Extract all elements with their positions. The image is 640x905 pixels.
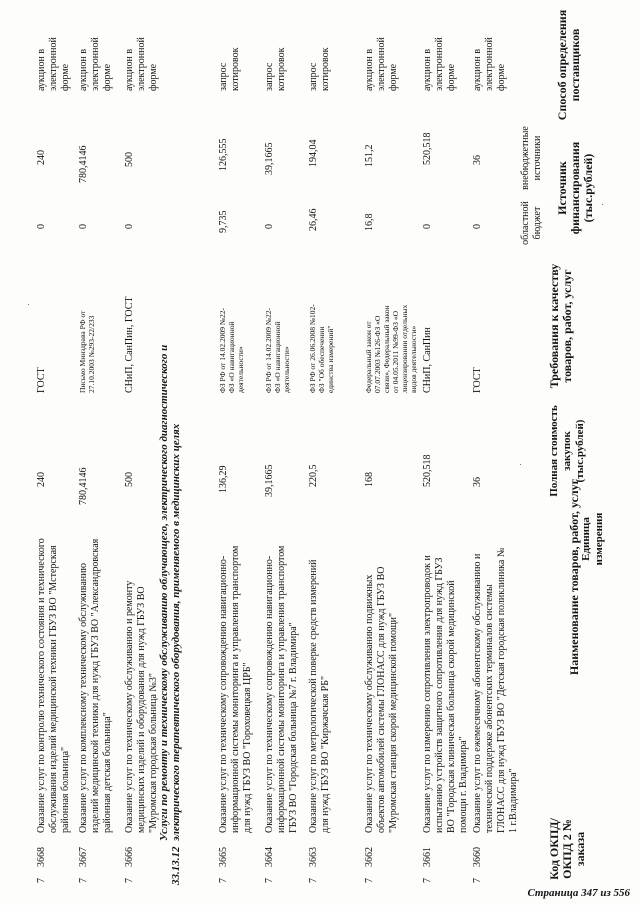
row-method: запрос котировок [264, 47, 287, 91]
row-name: Оказание услуг по техническому сопровождению навигационно-информационной системы мониторинга и управления транспортом ГБУЗ ВО "Городская больница №7 г. Владимира" [264, 545, 299, 833]
row-extra: 194,04 [308, 139, 319, 167]
row-regional: 0 [264, 224, 275, 229]
row-code: 7 [36, 878, 47, 883]
row-name: Оказание услуг по техническому обслуживанию подвижных объектов автомобилей системы ГЛОНАСС для нужд ГБУЗ ВО "Муромская станция скорой медицинской помощи" [364, 566, 399, 833]
row-requirements: ФЗ РФ от 26.06.2008 №102-ФЗ "Об обеспечении единства измерений" [308, 304, 335, 393]
row-extra: 151,2 [364, 144, 375, 167]
row-full-cost: 136,29 [218, 465, 229, 493]
row-requirements: ГОСТ [472, 367, 483, 393]
header-requirements: Требования к качеству товаров, работ, услуг [547, 263, 574, 389]
row-method: аукцион в электронной форме [124, 37, 159, 91]
row-code: 7 [472, 878, 483, 883]
row-extra: 39,1665 [264, 142, 275, 175]
header-code: Код ОКПД/ ОКПД 2 № заказа [547, 818, 587, 880]
section-code: 33.13.12 [170, 846, 182, 885]
row-code: 7 [422, 878, 433, 883]
page-footer: Страница 347 из 556 [527, 887, 630, 899]
row-requirements: ФЗ РФ от 14.02.2009 №22-ФЗ «О навигационной деятельности» [264, 308, 291, 393]
header-funding-extra: внебюджетные источники [520, 126, 543, 190]
row-code: 7 [308, 878, 319, 883]
row-name: Оказание услуг по комплексному техническому обслуживанию изделий медицинской техники для нужд ГБУЗ ВО "Александровская районная детская больница" [78, 538, 113, 833]
row-code: 7 [124, 878, 135, 883]
header-funding-regional: областной бюджет [520, 201, 543, 245]
row-method: аукцион в электронной форме [364, 37, 399, 91]
row-regional: 0 [422, 224, 433, 229]
row-extra: 780,4146 [78, 145, 89, 183]
row-method: аукцион в электронной форме [472, 37, 507, 91]
row-full-cost: 500 [124, 472, 135, 487]
row-full-cost: 220,5 [308, 464, 319, 487]
header-unit: Единица измерения [580, 512, 605, 566]
scan-speck [602, 204, 603, 205]
row-name: Оказание услуг по измерению сопротивления электропроводок и испытанию устройств защитного сопротивления для нужд ГБУЗ ВО "Городская клиническая больница скорой медицинской помощи г. Владимира" [422, 555, 469, 833]
row-method: аукцион в электронной форме [36, 37, 71, 91]
row-number: 3663 [308, 847, 319, 867]
row-extra: 500 [124, 152, 135, 167]
row-regional: 0 [36, 224, 47, 229]
row-full-cost: 36 [472, 477, 483, 487]
row-method: запрос котировок [218, 47, 241, 91]
row-regional: 26,46 [308, 208, 319, 231]
row-requirements: СНиП, СанПин [422, 327, 433, 393]
row-number: 3667 [78, 847, 89, 867]
row-requirements: ФЗ РФ от 14.02.2009 №22-ФЗ «О навигационной деятельности» [218, 308, 245, 393]
row-extra: 36 [472, 155, 483, 165]
section-title: Услуги по ремонту и техническому обслуживанию облучающего, электрического диагностического и электрического терапевтического оборудования, применяемого в медицинских целях [158, 344, 182, 841]
row-number: 3664 [264, 847, 275, 867]
row-code: 7 [218, 878, 229, 883]
row-number: 3660 [472, 847, 483, 867]
scan-speck [28, 304, 29, 305]
row-full-cost: 520,518 [422, 454, 433, 487]
row-extra: 520,518 [422, 132, 433, 165]
row-code: 7 [364, 878, 375, 883]
row-name: Оказание услуг по техническому сопровождению навигационно-информационной системы мониторинга и управления транспортом для нужд ГБУЗ ВО "Гороховецкая ЦРБ" [218, 545, 253, 833]
row-extra: 240 [36, 150, 47, 165]
row-requirements: ГОСТ [36, 367, 47, 393]
row-requirements: СНиП, СанПин, ГОСТ [124, 296, 135, 393]
row-full-cost: 780,4146 [78, 467, 89, 505]
header-method: Способ определения поставщиков [555, 9, 582, 121]
row-method: запрос котировок [308, 47, 331, 91]
row-number: 3665 [218, 847, 229, 867]
row-regional: 9,735 [218, 210, 229, 233]
row-full-cost: 39,1665 [264, 464, 275, 497]
row-name: Оказание услуг по контролю технического состояния и технического обслуживания изделий медицинской техники ГБУЗ ВО "Мстерская районная больница" [36, 538, 71, 833]
row-full-cost: 168 [364, 472, 375, 487]
row-number: 3666 [124, 847, 135, 867]
row-regional: 0 [472, 224, 483, 229]
header-funding-source: Источник финансирования (тыс.рублей) [555, 141, 595, 235]
row-name: Оказание услуг по метрологической поверке средств измерений для нужд ГБУЗ ВО "Киржачская РБ" [308, 559, 331, 833]
scan-speck [520, 464, 521, 465]
row-full-cost: 240 [36, 472, 47, 487]
row-name: Оказание услуг по ежемесячному абонентскому обслуживанию и технической поддержке абонентских терминалов системы ГЛОНАСС для нужд ГБУЗ ВО "Детская городская поликлиника № 1 г.Владимира" [472, 547, 519, 833]
row-number: 3668 [36, 847, 47, 867]
row-regional: 0 [124, 224, 135, 229]
row-regional: 16,8 [364, 213, 375, 231]
header-full-cost: Полная стоимость закупок (тыс.рублей) [548, 405, 586, 497]
row-requirements: Письмо Минздрава РФ от 27.10.2003 №293-22/233 [78, 310, 96, 393]
row-number: 3661 [422, 847, 433, 867]
row-method: аукцион в электронной форме [422, 37, 457, 91]
row-code: 7 [264, 878, 275, 883]
row-method: аукцион в электронной форме [78, 37, 113, 91]
header-name: Наименование товаров, работ, услуг [567, 478, 581, 676]
row-code: 7 [78, 878, 89, 883]
row-number: 3662 [364, 847, 375, 867]
row-extra: 126,555 [218, 138, 229, 171]
row-requirements: Федеральный закон от 07.07.2003 №126-ФЗ «О связи», Федеральный закон от 04.05.2011 №99-ФЗ «О лицензировании отдельных видов деятельности» [364, 304, 418, 393]
row-regional: 0 [78, 224, 89, 229]
row-name: Оказание услуг по техническому обслуживанию и ремонту медицинских изделий и оборудования для нужд ГБУЗ ВО "Муромская городская больница №3" [124, 580, 159, 833]
